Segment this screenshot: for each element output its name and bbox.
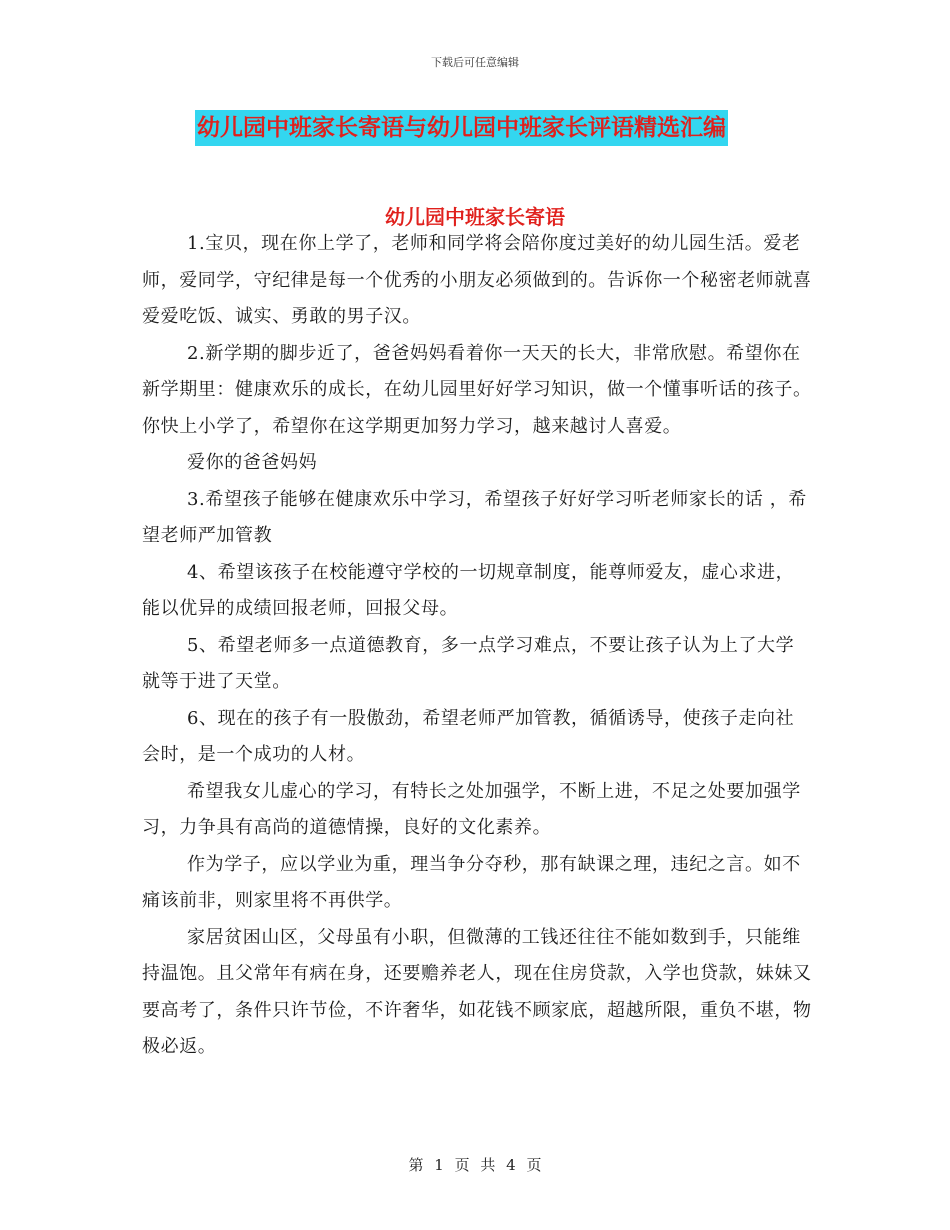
paragraph-2: 2.新学期的脚步近了，爸爸妈妈看着你一天天的长大，非常欣慰。希望你在新学期里：健康欢乐的成长，在幼儿园里好好学习知识，做一个懂事听话的孩子。你快上小学了，希望你在这学期更加努力学习，越来越讨人喜爱。 <box>142 342 812 437</box>
paragraph-7: 希望我女儿虚心的学习，有特长之处加强学，不断上进，不足之处要加强学习，力争具有高尚的道德情操，良好的文化素养。 <box>142 780 801 838</box>
page-footer: 第 1 页 共 4 页 <box>408 1156 542 1174</box>
paragraph-signature: 爱你的爸爸妈妈 <box>187 452 318 473</box>
page-header-note: 下载后可任意编辑 <box>431 56 519 69</box>
paragraph-6: 6、现在的孩子有一股傲劲，希望老师严加管教，循循诱导，使孩子走向社会时，是一个成功的人材。 <box>142 707 795 765</box>
paragraph-8: 作为学子，应以学业为重，理当争分夺秒，那有缺课之理，违纪之言。如不痛该前非，则家里将不再供学。 <box>142 853 801 911</box>
section-heading: 幼儿园中班家长寄语 <box>385 205 565 229</box>
paragraph-3: 3.希望孩子能够在健康欢乐中学习，希望孩子好好学习听老师家长的话 ，希望老师严加管教 <box>142 488 807 546</box>
document-title: 幼儿园中班家长寄语与幼儿园中班家长评语精选汇编 <box>195 110 728 146</box>
paragraph-4: 4、希望该孩子在校能遵守学校的一切规章制度，能尊师爱友，虚心求进，能以优异的成绩回报老师，回报父母。 <box>142 561 795 619</box>
paragraph-5: 5、希望老师多一点道德教育，多一点学习难点，不要让孩子认为上了大学就等于进了天堂。 <box>142 634 795 692</box>
document-body <box>142 226 812 1066</box>
paragraph-9: 家居贫困山区，父母虽有小职，但微薄的工钱还往往不能如数到手，只能维持温饱。且父常年有病在身，还要赡养老人，现在住房贷款，入学也贷款，妹妹又要高考了，条件只许节俭，不许奢华，如花钱不顾家底，超越所限，重负不堪，物极必返。 <box>142 926 812 1057</box>
paragraph-1: 1.宝贝，现在你上学了，老师和同学将会陪你度过美好的幼儿园生活。爱老师，爱同学，守纪律是每一个优秀的小朋友必须做到的。告诉你一个秘密老师就喜爱爱吃饭、诚实、勇敢的男子汉。 <box>142 233 812 327</box>
